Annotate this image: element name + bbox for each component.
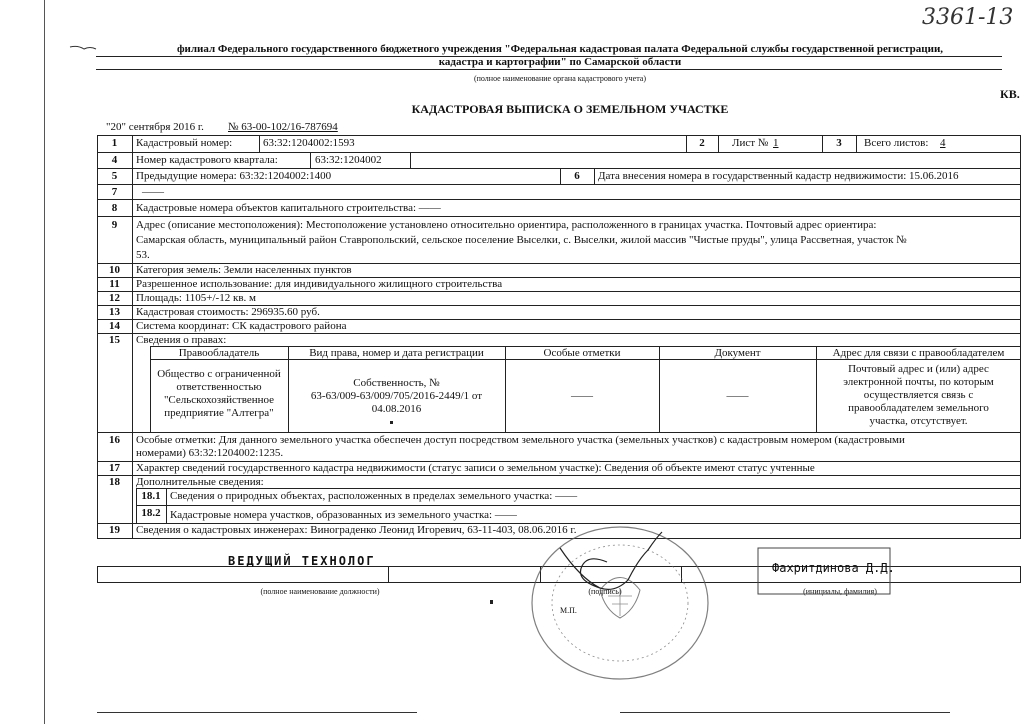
header-special-marks: Особые отметки (543, 347, 621, 359)
header-owner: Правообладатель (178, 347, 260, 359)
quarter-number-value: 63:32:1204002 (315, 154, 382, 166)
quarter-number-label: Номер кадастрового квартала: (136, 154, 278, 166)
address-line: Почтовый адрес и (или) адрес (848, 363, 989, 375)
row-number: 1 (111, 137, 118, 149)
row-number: 11 (109, 278, 120, 290)
record-status: Характер сведений государственного кадастра недвижимости (статус записи о земельном участке): Сведения об объекте имеют статус учтенные (136, 462, 815, 474)
document-number: № 63-00-102/16-787694 (228, 121, 338, 133)
additional-info-label: Дополнительные сведения: (136, 476, 264, 488)
cadastral-value: Кадастровая стоимость: 296935.60 руб. (136, 306, 320, 318)
derived-parcels: Кадастровые номера участков, образованных из земельного участка: —— (170, 509, 517, 521)
special-marks-value: —— (571, 390, 593, 402)
row-number: 13 (109, 306, 120, 318)
row-number: 14 (109, 320, 120, 332)
row-number: 4 (111, 154, 118, 166)
position-stamp: ВЕДУЩИЙ ТЕХНОЛОГ (228, 554, 376, 568)
document-title: КАДАСТРОВАЯ ВЫПИСКА О ЗЕМЕЛЬНОМ УЧАСТКЕ (411, 102, 729, 116)
name-caption: (инициалы, фамилия) (803, 587, 877, 596)
cadastral-number-label: Кадастровый номер: (136, 137, 233, 149)
header-document: Документ (714, 347, 761, 359)
document-date: "20" сентября 2016 г. (106, 121, 204, 133)
row-number: 18 (109, 476, 120, 488)
special-notes-line2: номерами) 63:32:1204002:1235. (136, 447, 284, 459)
row-number: 6 (574, 170, 580, 182)
row-number: 16 (109, 434, 120, 446)
bottom-scan-line (97, 712, 417, 713)
owner-line: Общество с ограниченной (157, 368, 281, 380)
signer-name: Фахритдинова Д.Д. (772, 561, 895, 575)
org-name-line2: кадастра и картографии" по Самарской области (438, 56, 682, 68)
sign-caption: (подпись) (588, 587, 622, 596)
row-number: 17 (109, 462, 120, 474)
header-right-type: Вид права, номер и дата регистрации (309, 347, 484, 359)
owner-line: предприятие "Алтегра" (164, 407, 274, 419)
row-number: 8 (111, 202, 118, 214)
row-number: 19 (109, 524, 120, 536)
total-sheets-label: Всего листов: (864, 137, 929, 149)
row-number: 10 (109, 264, 120, 276)
address-line: осуществляется связь с (863, 389, 974, 401)
sheet-label: Лист № (732, 137, 769, 149)
address-line: правообладателем земельного (848, 402, 989, 414)
owner-line: "Сельскохозяйственное (163, 394, 275, 406)
cadastral-engineers: Сведения о кадастровых инженерах: Винограденко Леонид Игоревич, 63-11-403, 08.06.2016 г. (136, 524, 577, 536)
row7-value: —— (142, 186, 164, 198)
org-caption: (полное наименование органа кадастрового учета) (473, 74, 647, 83)
natural-objects: Сведения о природных объектах, расположенных в пределах земельного участка: —— (170, 490, 578, 502)
row-number: 9 (111, 219, 118, 231)
area: Площадь: 1105+/-12 кв. м (136, 292, 256, 304)
land-category: Категория земель: Земли населенных пунктов (136, 264, 352, 276)
name-stamp-frame (758, 548, 890, 594)
sheet-value: 1 (773, 137, 779, 149)
capital-objects-numbers: Кадастровые номера объектов капитального строительства: —— (136, 202, 441, 214)
previous-numbers: Предыдущие номера: 63:32:1204002:1400 (136, 170, 332, 182)
scan-mark (70, 46, 96, 49)
round-seal (532, 527, 708, 679)
right-line: 04.08.2016 (371, 403, 422, 415)
right-line: 63-63/009-63/009/705/2016-2449/1 от (310, 390, 483, 402)
permitted-use: Разрешенное использование: для индивидуального жилищного строительства (136, 278, 503, 290)
handwritten-number: 3361-13 (922, 5, 1014, 30)
row-number: 2 (699, 137, 705, 149)
subrow-number: 18.2 (141, 507, 161, 519)
special-notes-line1: Особые отметки: Для данного земельного участка обеспечен доступ посредством земельного участка (земельных участков) с кадастровым номером (кадастровыми (136, 434, 905, 446)
org-name-line1: филиал Федерального государственного бюджетного учреждения "Федеральная кадастровая палата Федеральной службы государственной регистрации, (176, 43, 944, 55)
row-number: 7 (111, 186, 118, 198)
row-number: 15 (109, 334, 120, 346)
rights-label: Сведения о правах: (136, 334, 227, 346)
stamp-mp: М.П. (560, 606, 577, 615)
address-line: участка, отсутствует. (869, 415, 968, 427)
cadastral-number-value: 63:32:1204002:1593 (263, 137, 355, 149)
total-sheets-value: 4 (940, 137, 946, 149)
registration-date: Дата внесения номера в государственный кадастр недвижимости: 15.06.2016 (598, 170, 959, 182)
document-value: —— (726, 390, 749, 402)
position-caption: (полное наименование должности) (260, 587, 380, 596)
address-line2: Самарская область, муниципальный район Ставропольский, сельское поселение Выселки, с. Выселки, жилой массив "Чистые пруды", улица Рассветная, участок № (136, 234, 907, 246)
row-number: 5 (111, 170, 118, 182)
owner-line: ответственностью (176, 381, 262, 393)
row-number: 3 (836, 137, 842, 149)
scan-dot (390, 421, 393, 424)
address-line1: Адрес (описание местоположения): Местоположение установлено относительно ориентира, расположенного в границах участка. Почтовый адрес ориентира: (136, 219, 877, 231)
subrow-number: 18.1 (141, 490, 161, 502)
handwritten-signature (560, 532, 662, 589)
kv-label: КВ. (1000, 87, 1020, 101)
coordinate-system: Система координат: СК кадастрового района (136, 320, 347, 332)
address-line: электронной почты, по которым (843, 376, 994, 388)
header-owner-address: Адрес для связи с правообладателем (832, 347, 1005, 359)
scan-dot (490, 600, 493, 604)
bottom-scan-line (620, 712, 950, 713)
right-line: Собственность, № (353, 377, 440, 389)
address-line3: 53. (136, 249, 150, 261)
row-number: 12 (109, 292, 120, 304)
